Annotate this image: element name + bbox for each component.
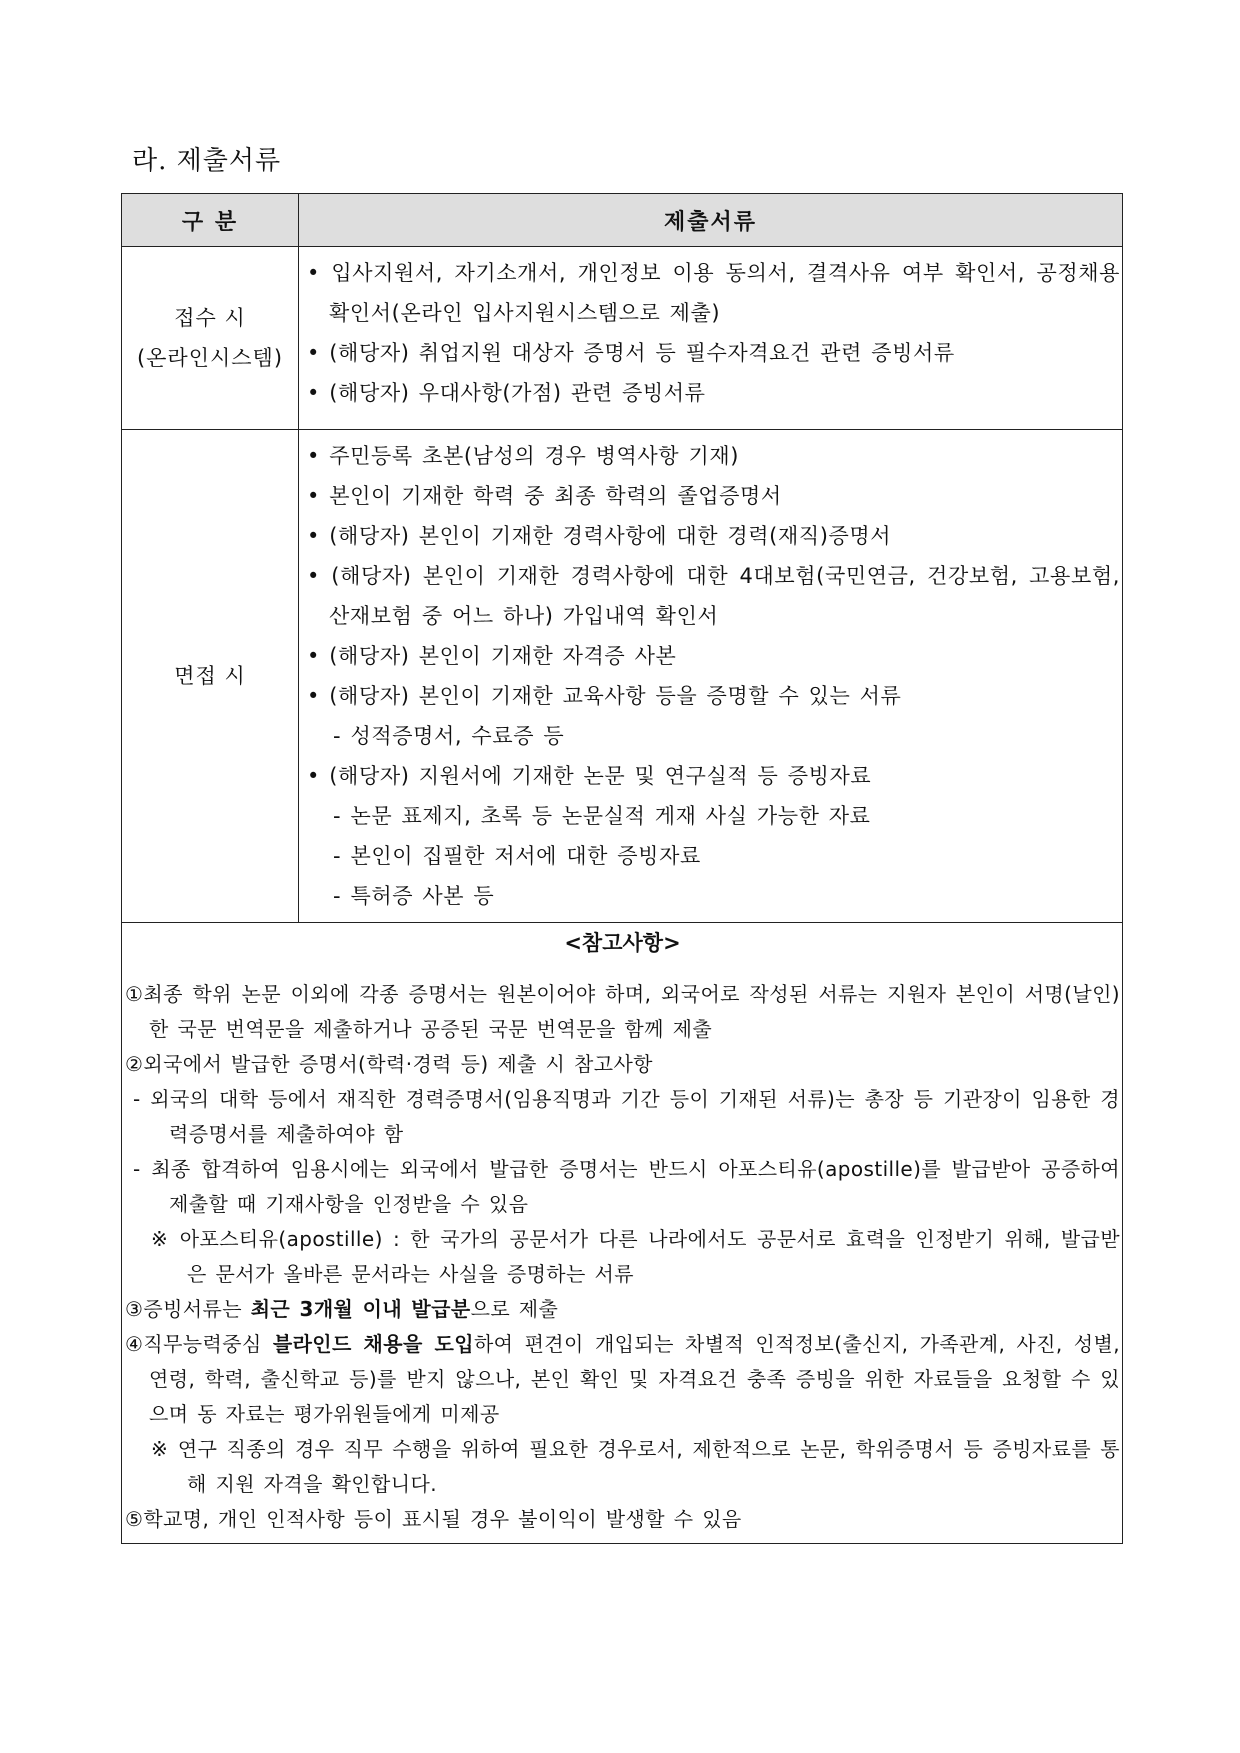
documents-interview <box>299 430 1123 923</box>
list-item: • (해당자) 본인이 기재한 경력사항에 대한 4대보험(국민연금, 건강보험, 고용보험, 산재보험 중 어느 하나) 가입내역 확인서 <box>307 564 1120 628</box>
note-item-4 <box>125 1327 1120 1432</box>
table-row-application <box>122 247 1123 430</box>
category-line: (온라인시스템) <box>136 346 284 370</box>
table-header-row <box>122 194 1123 247</box>
note-text: 외국에서 발급한 증명서(학력·경력 등) 제출 시 참고사항 <box>143 1052 653 1076</box>
category-line: 면접 시 <box>174 664 246 688</box>
list-item: • (해당자) 우대사항(가점) 관련 증빙서류 <box>307 381 706 405</box>
header-documents: 제출서류 <box>299 194 1123 247</box>
category-application <box>122 247 299 430</box>
note-emphasis: 최근 3개월 이내 발급분 <box>250 1297 471 1321</box>
table-row-interview <box>122 430 1123 923</box>
note-text: 증빙서류는 <box>143 1297 251 1321</box>
list-sub-item: - 본인이 집필한 저서에 대한 증빙자료 <box>333 844 701 868</box>
list-item: • (해당자) 지원서에 기재한 논문 및 연구실적 등 증빙자료 <box>307 764 872 788</box>
note-text: 최종 학위 논문 이외에 각종 증명서는 원본이어야 하며, 외국어로 작성된 서류는 지원자 본인이 서명(날인)한 국문 번역문을 제출하거나 공증된 국문 번역문을 함께 제출 <box>143 982 1120 1041</box>
list-item: • 본인이 기재한 학력 중 최종 학력의 졸업증명서 <box>307 484 782 508</box>
note-remark: ※ 아포스티유(apostille) : 한 국가의 공문서가 다른 나라에서도 공문서로 효력을 인정받기 위해, 발급받은 문서가 올바른 문서라는 사실을 증명하는 서류 <box>151 1227 1120 1286</box>
list-item: • (해당자) 본인이 기재한 경력사항에 대한 경력(재직)증명서 <box>307 524 892 548</box>
note-marker: ① <box>125 982 144 1006</box>
category-line: 접수 시 <box>174 306 246 330</box>
list-item: • 주민등록 초본(남성의 경우 병역사항 기재) <box>307 444 740 468</box>
list-sub-item: - 특허증 사본 등 <box>333 884 495 908</box>
section-title: 라. 제출서류 <box>132 146 282 176</box>
note-item-3 <box>125 1292 1120 1327</box>
note-marker: ⑤ <box>125 1507 144 1531</box>
header-category: 구 분 <box>122 194 299 247</box>
note-marker: ④ <box>125 1332 144 1356</box>
note-emphasis: 블라인드 채용을 도입 <box>272 1332 474 1356</box>
list-item: • (해당자) 본인이 기재한 자격증 사본 <box>307 644 677 668</box>
note-text: 학교명, 개인 인적사항 등이 표시될 경우 불이익이 발생할 수 있음 <box>143 1507 742 1531</box>
note-sub-item: - 외국의 대학 등에서 재직한 경력증명서(임용직명과 기간 등이 기재된 서류)는 총장 등 기관장이 임용한 경력증명서를 제출하여야 함 <box>133 1087 1120 1146</box>
reference-notes <box>122 923 1123 1544</box>
note-text: 으로 제출 <box>470 1297 559 1321</box>
note-marker: ② <box>125 1052 144 1076</box>
note-item-2 <box>125 1047 1120 1082</box>
list-item: • 입사지원서, 자기소개서, 개인정보 이용 동의서, 결격사유 여부 확인서, 공정채용 확인서(온라인 입사지원시스템으로 제출) <box>307 261 1120 325</box>
list-sub-item: - 성적증명서, 수료증 등 <box>333 724 565 748</box>
table-row-notes <box>122 923 1123 1544</box>
list-item: • (해당자) 본인이 기재한 교육사항 등을 증명할 수 있는 서류 <box>307 684 902 708</box>
list-sub-item: - 논문 표제지, 초록 등 논문실적 게재 사실 가능한 자료 <box>333 804 871 828</box>
note-item-1 <box>125 977 1120 1047</box>
category-interview <box>122 430 299 923</box>
note-text: 하여 편견이 개입되는 차별적 인적정보(출신지, 가족관계, 사진, 성별, 연령, 학력, 출신학교 등)를 받지 않으나, 본인 확인 및 자격요건 충족 증빙을 위한 자료들을 요청할 수 있으며 동 자료는 평가위원들에게 미제공 <box>149 1332 1120 1426</box>
note-text: 직무능력중심 <box>143 1332 273 1356</box>
note-sub-item: - 최종 합격하여 임용시에는 외국에서 발급한 증명서는 반드시 아포스티유(apostille)를 발급받아 공증하여 제출할 때 기재사항을 인정받을 수 있음 <box>133 1157 1120 1216</box>
note-marker: ③ <box>125 1297 144 1321</box>
submission-documents-table <box>121 193 1123 1544</box>
note-remark: ※ 연구 직종의 경우 직무 수행을 위하여 필요한 경우로서, 제한적으로 논문, 학위증명서 등 증빙자료를 통해 지원 자격을 확인합니다. <box>151 1437 1120 1496</box>
notes-title: <참고사항> <box>564 931 681 955</box>
note-item-5 <box>125 1502 1120 1537</box>
list-item: • (해당자) 취업지원 대상자 증명서 등 필수자격요건 관련 증빙서류 <box>307 341 955 365</box>
documents-application <box>299 247 1123 430</box>
